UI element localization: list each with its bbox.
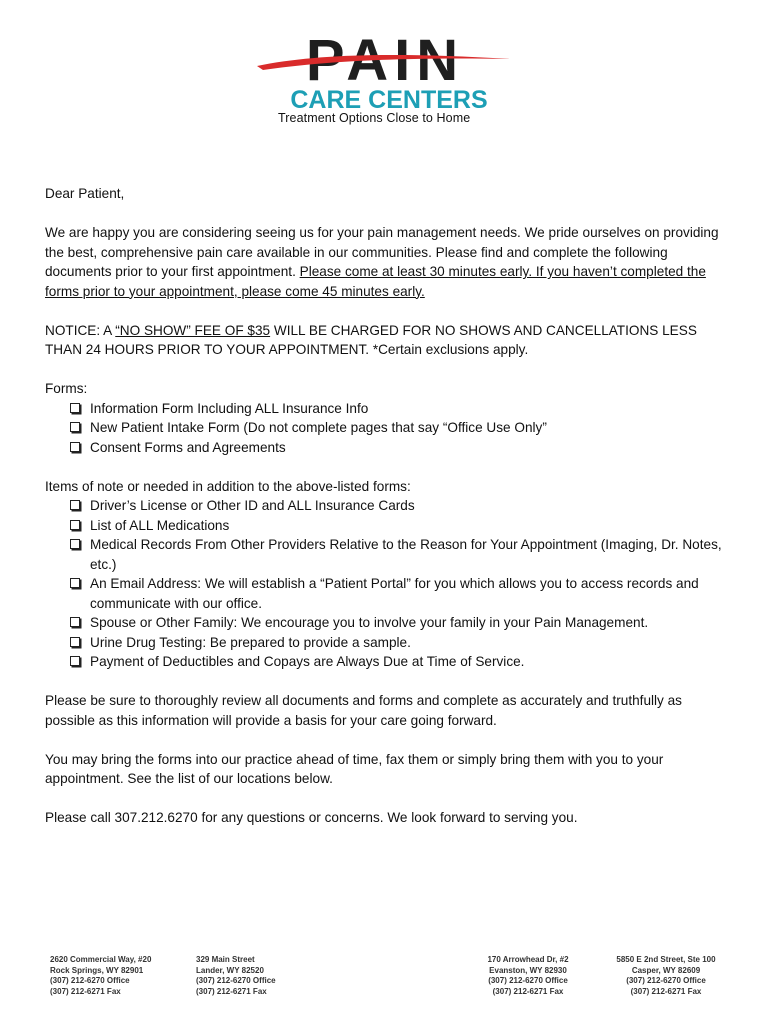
list-item xyxy=(45,613,725,633)
list-item-text: An Email Address: We will establish a “Patient Portal” for you which allows you to access records and communicate with our office. xyxy=(90,576,699,611)
location-fax: (307) 212-6271 Fax xyxy=(492,986,564,996)
logo-main-text: PAIN xyxy=(305,28,465,93)
arrival-instructions: Please come at least 30 minutes early. If you haven’t completed the forms prior to your appointment, please come 45 minutes early. xyxy=(45,264,706,299)
list-item-text: List of ALL Medications xyxy=(90,517,230,533)
call-paragraph: Please call 307.212.6270 for any questions or concerns. We look forward to serving you. xyxy=(45,810,578,825)
checkbox-icon xyxy=(70,617,80,627)
location-street: 170 Arrowhead Dr, #2 xyxy=(487,955,569,964)
checkbox-icon xyxy=(70,422,80,432)
location-street: 2620 Commercial Way, #20 xyxy=(50,955,152,964)
list-item-text: Information Form Including ALL Insurance Info xyxy=(90,400,369,416)
bring-forms-paragraph: You may bring the forms into our practice ahead of time, fax them or simply bring them with you to your appointment. See the list of our locations below. xyxy=(45,751,664,786)
list-item-text: Medical Records From Other Providers Relative to the Reason for Your Appointment (Imaging, Dr. Notes, etc.) xyxy=(90,537,722,572)
checkbox-icon xyxy=(70,442,80,452)
location-city: Rock Springs, WY 82901 xyxy=(50,965,144,975)
logo-brand-text: CARE CENTERS xyxy=(290,86,488,114)
list-item xyxy=(45,652,725,672)
location-fax: (307) 212-6271 Fax xyxy=(630,986,702,996)
location-office-phone: (307) 212-6270 Office xyxy=(196,976,276,985)
location-street: 329 Main Street xyxy=(196,955,255,964)
intro-paragraph xyxy=(45,223,725,301)
location-office-phone: (307) 212-6270 Office xyxy=(50,976,130,985)
location-fax: (307) 212-6271 Fax xyxy=(196,986,267,996)
list-item xyxy=(45,535,725,574)
intro-text: We are happy you are considering seeing us for your pain management needs. We pride ourselves on providing the best, comprehensive pain care available in our communities. Please find and complete the following documents prior to your first appointment. xyxy=(45,225,719,279)
list-item-text: Payment of Deductibles and Copays are Always Due at Time of Service. xyxy=(90,654,525,669)
list-item xyxy=(45,438,725,458)
location-lander xyxy=(196,955,276,997)
checkbox-icon xyxy=(70,403,80,413)
review-paragraph: Please be sure to thoroughly review all documents and forms and complete as accurately and truthfully as possible as this information will provide a basis for your care going forward. xyxy=(45,693,682,728)
checkbox-icon xyxy=(70,500,80,510)
list-item-text: Driver’s License or Other ID and ALL Insurance Cards xyxy=(90,498,415,513)
list-item-text: Spouse or Other Family: We encourage you to involve your family in your Pain Management. xyxy=(90,615,649,630)
list-item xyxy=(45,399,725,419)
checkbox-icon xyxy=(70,578,80,588)
list-item xyxy=(45,516,725,536)
location-office-phone: (307) 212-6270 Office xyxy=(626,976,706,985)
notice-paragraph xyxy=(45,321,725,360)
no-show-fee: “NO SHOW” FEE OF $35 xyxy=(115,322,271,338)
forms-heading: Forms: xyxy=(45,381,88,396)
items-section xyxy=(45,477,725,672)
location-city: Lander, WY 82520 xyxy=(196,965,264,975)
logo-tagline: Treatment Options Close to Home xyxy=(278,111,471,125)
letter-body xyxy=(45,184,725,847)
items-list xyxy=(45,496,725,672)
checkbox-icon xyxy=(70,637,80,647)
list-item xyxy=(45,418,725,438)
location-city: Casper, WY 82609 xyxy=(631,965,701,975)
list-item xyxy=(45,496,725,516)
items-heading: Items of note or needed in addition to the above-listed forms: xyxy=(45,478,411,494)
location-rock-springs xyxy=(50,955,151,997)
list-item xyxy=(45,633,725,653)
location-street: 5850 E 2nd Street, Ste 100 xyxy=(616,955,716,964)
notice-text: WILL BE CHARGED FOR NO SHOWS AND CANCELLATIONS LESS THAN 24 HOURS PRIOR TO YOUR APPOINTMENT. *Certain exclusions apply. xyxy=(45,322,697,357)
list-item-text: Urine Drug Testing: Be prepared to provide a sample. xyxy=(90,634,411,650)
location-fax: (307) 212-6271 Fax xyxy=(50,986,121,996)
list-item xyxy=(45,574,725,613)
checkbox-icon xyxy=(70,520,80,530)
notice-lead: NOTICE: A xyxy=(45,322,116,338)
location-office-phone: (307) 212-6270 Office xyxy=(488,976,568,985)
list-item-text: Consent Forms and Agreements xyxy=(90,439,286,455)
forms-list xyxy=(45,399,725,458)
list-item-text: New Patient Intake Form (Do not complete pages that say “Office Use Only” xyxy=(90,420,547,435)
forms-section xyxy=(45,379,725,457)
location-casper xyxy=(608,955,724,997)
location-evanston xyxy=(478,955,578,997)
location-city: Evanston, WY 82930 xyxy=(489,965,567,975)
greeting: Dear Patient, xyxy=(45,186,125,201)
checkbox-icon xyxy=(70,656,80,666)
checkbox-icon xyxy=(70,539,80,549)
